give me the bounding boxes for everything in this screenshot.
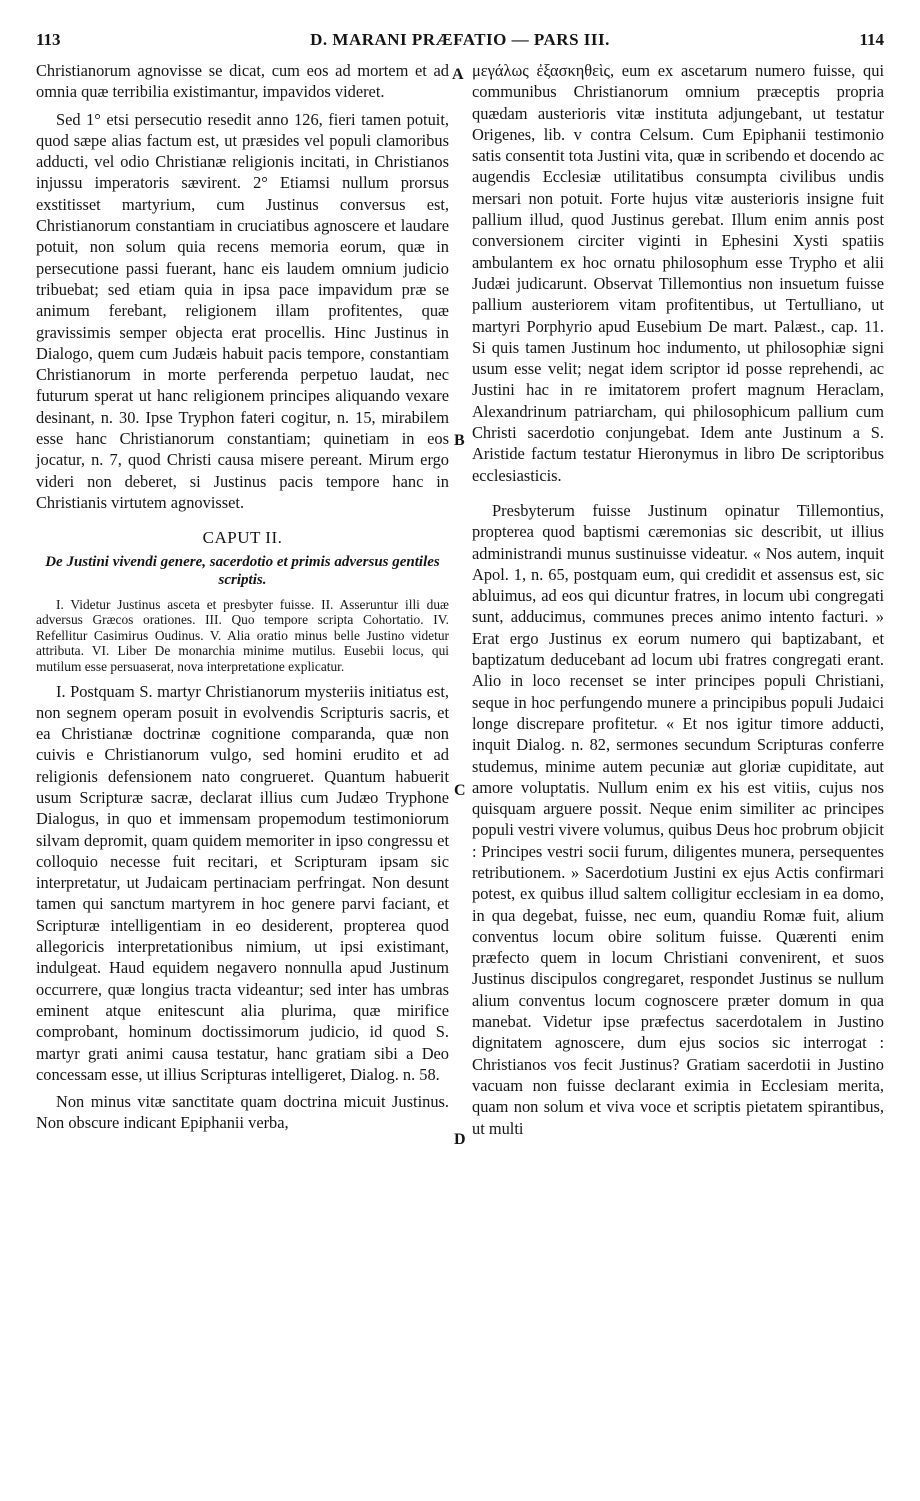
running-title: D. MARANI PRÆFATIO — PARS III. (310, 30, 610, 49)
left-paragraph-1: Christianorum agnovisse se dicat, cum eos ad mortem et ad omnia quæ terribilia existimantur, impavidos videret. (36, 61, 449, 102)
left-paragraph-4: Non minus vitæ sanctitate quam doctrina micuit Justinus. Non obscure indicant Epiphanii verba, (36, 1092, 449, 1133)
page-number-right: 114 (859, 30, 884, 49)
left-paragraph-2: Sed 1° etsi persecutio resedit anno 126, fieri tamen potuit, quod sæpe alias factum est, ut præsides vel populi clamoribus adducti, vel odio Christianæ religionis incitati, in Christianos injussu imperatoris sævirent. 2° Etiamsi nullum prorsus exstitisset martyrium, cum Justinus conversus est, Christianorum constantiam in cruciatibus agnoscere et laudare potuit, non solum quia recens memoria eorum, quæ in persecutione passi fuerant, hanc eis laudem omnium judicio tribuebat; sed etiam quia in ipsa pace impavidum præ se animum ferebant, religionem illam profitentes, quæ gravissimis semper objecta erat procellis. Hinc Justinus in Dialogo, quem cum Judæis habuit pacis tempore, constantiam Christianorum in morte perferenda perpetuo laudat, nec futurum sperat ut hanc religionem principes aliquando vexare desinant, n. 30. Ipse Tryphon fateri cogitur, n. 15, mirabilem esse hanc Christianorum constantiam; quinetiam in eos jocatur, n. 7, quod Christi causa misere pereant. Mirum ergo videri non deberet, si Justinus pacis tempore hanc in Christianis virtutem agnovisset. (36, 109, 449, 512)
chapter-summary: I. Videtur Justinus asceta et presbyter fuisse. II. Asseruntur illi duæ adversus Græcos orationes. III. Quo tempore scripta Cohortatio. IV. Refellitur Casimirus Oudinus. V. Alia oratio minus belle Justino videtur attributa. VI. Liber De monarchia minime mutilus. Eusebii locus, qui mutilum esse persuaserat, nova interpretatione explicatur. (36, 596, 449, 674)
page-number-left: 113 (36, 30, 61, 49)
left-paragraph-3: I. Postquam S. martyr Christianorum mysteriis initiatus est, non segnem operam posuit in evolvendis Scripturis sacris, et ea Christianæ doctrinæ cognitione comparanda, quæ non cuivis e Christianorum vulgo, sed homini erudito et ad religionis defensionem nato congrueret. Quantum habuerit usum Scripturæ sacræ, declarat illius cum Judæo Tryphone Dialogus, in quo et immensam propemodum testimoniorum silvam depromit, quam quidem memoriter in ipso congressu et colloquio necesse fuit recitari, et Scripturam ipsam sic interpretatur, ut Judaicam pertinaciam perfringat. Non desunt tamen qui sanctum martyrem in hoc genere parvi faciant, et Scripturæ intelligentiam in eo desiderent, propterea quod allegoricis interpretationibus nimium, ut ipsi existimant, indulgeat. Haud equidem negavero nonnulla apud Justinum occurrere, quæ longius tracta videantur; sed inter has umbras eminent atque enitescunt alia plurima, quæ mirifice comprobant, hominum doctissimorum judicio, id quod S. martyr grati animi causa testatur, hanc gratiam sibi a Deo concessam esse, ut illius Scripturas intelligeret, Dialog. n. 58. (36, 681, 449, 1084)
right-paragraph-2: Presbyterum fuisse Justinum opinatur Tillemontius, propterea quod baptismi cæremonias sic describit, ut illius administrandi munus sustinuisse videatur. « Nos autem, inquit Apol. 1, n. 65, postquam eum, qui credidit et assensus est, sic abluimus, ad eos qui dicuntur fratres, in locum ubi congregati sunt, adducimus, communes preces animo intento facturi. » Erat ergo Justinus ex eorum numero qui baptizabant, et baptizatum deducebant ad locum ubi fratres congregati erant. Alio in loco recenset se inter principes populi Christiani, seque in hoc perfungendo munere a principibus populi Judaici longe discrepare profitetur. « Et nos igitur timore adducti, inquit Dialog. n. 82, sermones secundum Scripturas conferre studemus, minime autem pecuniæ aut gloriæ cupiditate, aut amore voluptatis. Nullum enim ex his est vitiis, cujus nos quisquam arguere possit. Neque enim similiter ac principes populi vestri vivere volumus, quibus Deus hoc probrum objicit : Principes vestri socii furum, diligentes munera, persequentes retributionem. » Sacerdotium Justini ex ejus Actis confirmari potest, ex quibus illud saltem colligitur ecclesiam in ea domo, in qua degebat, fuisse, nec eum, quandiu Romæ fuit, alium conventus locum obire solitum fuisse. Quærenti enim præfecto quem in locum Christiani convenirent, et suos Justinus discipulos congregaret, respondet Justinus se nullum alium conventus locum cognoscere præter domum in qua manebat. Videtur ipse præfectus sacerdotalem in Justino dignitatem agnoscere, dum ejus socios sic interrogat : Christianos vos fecit Justinus? Gratiam sacerdotii in Justino vacuam non fuisse declarant eximia in Ecclesiam merita, quam non solum et viva voce et scriptis pietatem spirantibus, ut multi (472, 500, 884, 1138)
margin-letter-a: A (452, 66, 464, 83)
chapter-heading: CAPUT II. (202, 528, 283, 548)
margin-letter-d: D (454, 1131, 466, 1148)
page-header (36, 30, 884, 56)
right-paragraph-1: μεγάλως ἐξασκηθεὶς, eum ex ascetarum numero fuisse, qui communibus Christianorum omnium præceptis propria quædam austerioris vitæ instituta adjungebant, ut testatur Origenes, lib. v contra Celsum. Cum Epiphanii testimonio satis consentit tota Justini vita, quæ in scribendo et docendo ac augendis Ecclesiæ utilitatibus consumpta civilibus undis mersari non potuit. Forte hujus vitæ austerioris insigne fuit pallium illud, quod Justinus gerebat. Illum enim annis post conversionem circiter viginti in Ephesini Xysti spatiis ambulantem ex hoc ornatu philosophum esse Trypho et alii Judæi judicarunt. Observat Tillemontius non insuetum fuisse pallium austeriorem vitam profitentibus, ut Tertulliano, ut martyri Porphyrio apud Eusebium De mart. Palæst., cap. 11. Si quis tamen Justinum hoc indumento, ut philosophiæ signi usum esse velit; negat idem scriptor id posse reprehendi, ac Justini hac in re imitatorem profert magnum Heraclam, Alexandrinum patriarcham, qui philosophicum pallium cum Christi sacerdotio conjungebat. Idem ante Justinum a S. Aristide factum testatur Hieronymus in libro De scriptoribus ecclesiasticis. (472, 61, 884, 485)
margin-letter-b: B (454, 432, 465, 449)
right-column (472, 60, 884, 1139)
chapter-title: De Justini vivendi genere, sacerdotio et primis adversus gentiles scriptis. (45, 553, 440, 588)
left-column (36, 60, 449, 1134)
margin-letter-c: C (454, 782, 466, 799)
